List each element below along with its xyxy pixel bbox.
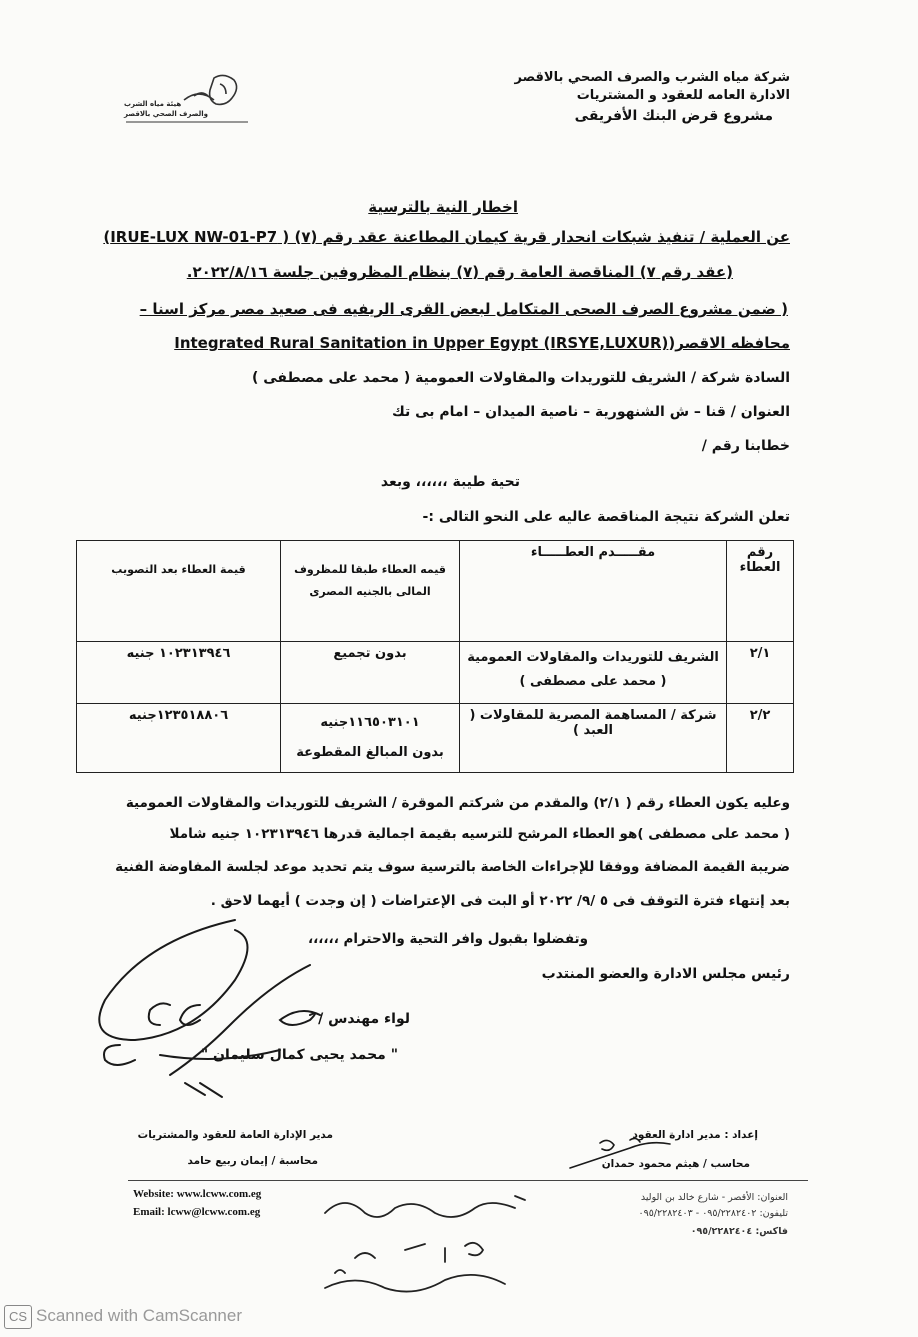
conclusion-line-1: وعليه يكون العطاء رقم ( ٢/١) والمقدم من شركتم الموقرة / الشريف للتوريدات والمقاولات العمومية [125, 795, 790, 811]
project-name: مشروع قرض البنك الأفريقى [574, 108, 773, 124]
col-header-financial: قيمه العطاء طبقا للمظروف المالى بالجنيه المصرى [281, 541, 460, 642]
footer-fax: فاكس: ٠٩٥/٢٢٨٢٤٠٤ [690, 1226, 788, 1237]
bids-table [76, 540, 794, 773]
bidder-contact: ( محمد على مصطفى ) [519, 674, 667, 689]
cell-corrected: ١٠٢٣١٣٩٤٦ جنيه [77, 642, 281, 704]
notice-line-4: محافظه الاقصر(Integrated Rural Sanitation in Upper Egypt (IRSYE,LUXUR) [174, 334, 790, 352]
col-header-corrected: قيمة العطاء بعد التصويب [77, 541, 281, 642]
signatory-name: " محمد يحيى كمال سليمان " [200, 1047, 398, 1063]
cell-financial [281, 642, 460, 704]
letter-number: خطابنا رقم / [701, 438, 790, 454]
footer-right-name: محاسبة / إيمان ربيع حامد [187, 1155, 318, 1167]
footer-right-role: مدير الإدارة العامة للعقود والمشتريات [137, 1129, 333, 1141]
footer-divider [128, 1180, 808, 1181]
cell-bidder [460, 704, 727, 773]
cell-no: ٢/٢ [727, 704, 794, 773]
col-header-no: رقم العطاء [727, 541, 794, 642]
notice-line-2: (عقد رقم ٧) المناقصة العامة رقم (٧) بنظام المظروفين جلسة ٢٠٢٢/٨/١٦. [186, 263, 733, 281]
cell-corrected: ١٢٣٥١٨٨٠٦جنيه [77, 704, 281, 773]
logo-text-2: والصرف الصحي بالاقصر [124, 110, 208, 118]
conclusion-line-4: بعد إنتهاء فترة التوقف فى ٥ /٩/ ٢٠٢٢ أو البت فى الإعتراضات ( إن وجدت ) أيهما لاحق . [210, 893, 790, 909]
footer-email: Email: lcww@lcww.com.eg [133, 1206, 261, 1218]
notice-line-1: عن العملية / تنفيذ شبكات انحدار قرية كيمان المطاعنة عقد رقم (٧) ( IRUE-LUX NW-01-P7) [103, 228, 790, 246]
cell-financial [281, 704, 460, 773]
bidder-name: شركة / المساهمة المصرية للمقاولات ( العبد ) [469, 708, 717, 738]
financial-note: بدون المبالغ المقطوعة [296, 745, 444, 760]
handwritten-signature [60, 905, 390, 1105]
financial-value: ١١٦٥٠٣١٠١جنيه [320, 715, 420, 730]
table-row [77, 704, 794, 773]
footer-left-name: محاسب / هيثم محمود حمدان [601, 1158, 750, 1170]
camscanner-logo-icon: CS [4, 1305, 32, 1329]
col-header-bidder: مقـــــدم العطـــــاء [460, 541, 727, 642]
signatory-title: رئيس مجلس الادارة والعضو المنتدب [541, 966, 790, 982]
footer-website: Website: www.lcww.com.eg [133, 1188, 262, 1200]
financial-value: بدون تجميع [333, 646, 407, 661]
footer-address: العنوان: الأقصر - شارع خالد بن الوليد [640, 1192, 788, 1203]
company-name: شركة مياه الشرب والصرف الصحي بالاقصر [514, 70, 790, 85]
preparer-signature [560, 1128, 700, 1178]
notice-title: اخطار النية بالترسية [368, 198, 518, 216]
bidder-name: الشريف للتوريدات والمقاولات العمومية [467, 650, 719, 665]
department-name: الادارة العامه للعقود و المشتريات [576, 88, 790, 103]
footer-phone: تليفون: ٠٩٥/٢٢٨٢٤٠٢ - ٠٩٥/٢٢٨٢٤٠٣ [638, 1208, 788, 1219]
company-logo [124, 70, 254, 126]
handwritten-receipt-note [315, 1188, 555, 1298]
notice-line-3: ( ضمن مشروع الصرف الصحى المتكامل لبعض القرى الريفيه فى صعيد مصر مركز اسنا – [139, 300, 788, 318]
cell-no: ٢/١ [727, 642, 794, 704]
signatory-rank: لواء مهندس / [318, 1011, 410, 1027]
cell-bidder [460, 642, 727, 704]
table-row [77, 642, 794, 704]
intro-line: تعلن الشركة نتيجة المناقصة عاليه على النحو التالى :- [422, 509, 790, 525]
footer-left-role: إعداد : مدير ادارة العقود [632, 1129, 758, 1141]
greeting: تحية طيبة ،،،،،، وبعد [380, 474, 520, 490]
conclusion-line-2: ( محمد على مصطفى )هو العطاء المرشح للترسيه بقيمة اجمالية قدرها ١٠٢٣١٣٩٤٦ جنيه شاملا [169, 826, 790, 842]
closing-line: وتفضلوا بقبول وافر التحية والاحترام ،،،،،، [308, 931, 588, 947]
conclusion-line-3: ضريبة القيمة المضافة ووفقا للإجراءات الخاصة بالترسية سوف يتم تحديد موعد لجلسة المفاوضة الفنية [115, 859, 790, 875]
address: العنوان / قنا – ش الشنهورية – ناصية الميدان – امام بى تك [391, 404, 790, 420]
addressee: السادة شركة / الشريف للتوريدات والمقاولات العمومية ( محمد على مصطفى ) [252, 370, 790, 386]
table-header-row [77, 541, 794, 642]
logo-text-1: هيئة مياه الشرب [124, 100, 182, 108]
camscanner-watermark: Scanned with CamScanner [36, 1306, 243, 1325]
